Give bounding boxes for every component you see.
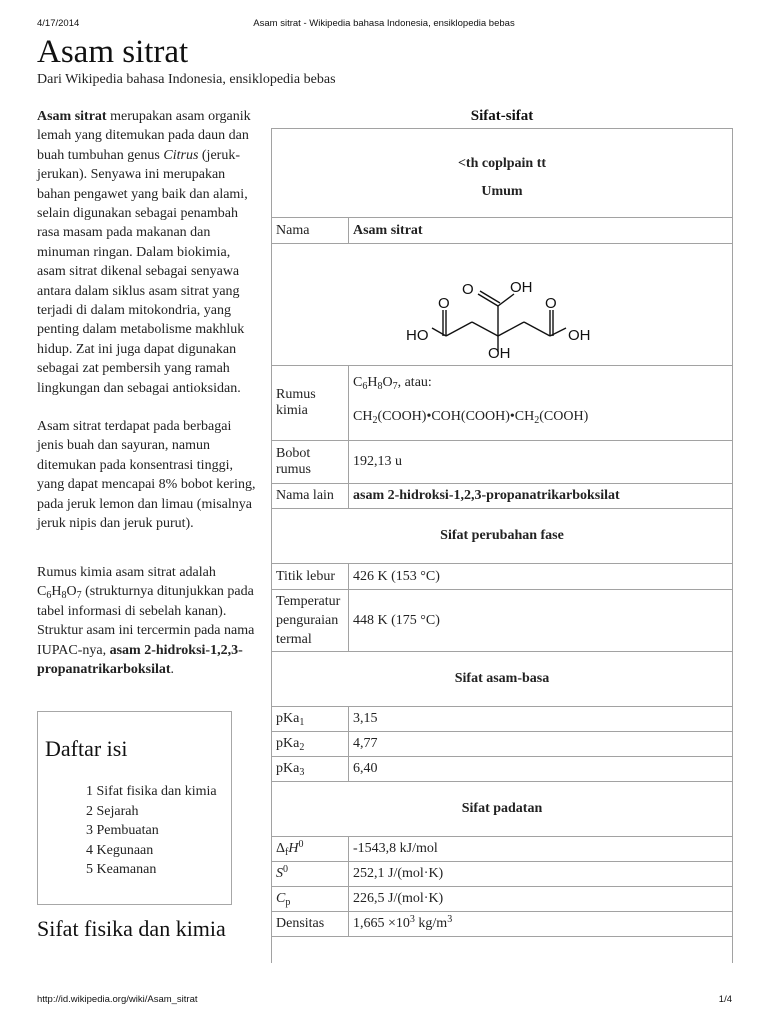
row-nama-lain: Nama lain asam 2-hidroksi-1,2,3-propanatrikarboksilat (272, 484, 733, 509)
row-structure (272, 244, 733, 366)
row-penguraian: Temperatur penguraian termal 448 K (175 °C) (272, 590, 733, 652)
row-densitas: Densitas $1,665 \times 10^3$ $kg/m^3$ (272, 912, 733, 937)
svg-text:OH: OH (510, 278, 533, 296)
row-kapasitas: $C_p$ 226,5 J/(mol·K) (272, 887, 733, 912)
toc-title: Daftar isi (45, 736, 128, 761)
citric-acid-structure (392, 250, 612, 360)
rumus-value-2: $CH_2(COOH)•COH(COOH)•CH_2(COOH)$ (353, 409, 589, 426)
print-date: 4/17/2014 (37, 18, 80, 29)
formula-paragraph: Rumus kimia asam sitrat adalah $C_6H_8O_7$ (strukturnya ditunjukkan pada tabel informasi di sebelah kanan). Struktur asam ini tercermin pada nama IUPAC-nya, asam 2-hidroksi-1,2,3-propanatrikarboksilat. (37, 565, 255, 678)
svg-text:O: O (462, 280, 474, 298)
toc-item-sifat[interactable]: 1 Sifat fisika dan kimia (86, 784, 217, 799)
toc-item-kegunaan[interactable]: 4 Kegunaan (86, 842, 154, 858)
print-url: http://id.wikipedia.org/wiki/Asam_sitrat (37, 994, 198, 1005)
section-heading: Sifat fisika dan kimia (37, 916, 226, 941)
rumus-value-1: $C_6H_8O_7$, atau: (353, 375, 432, 392)
row-asam-header: Sifat asam-basa (272, 652, 733, 707)
toc-list (86, 782, 217, 880)
row-rumus: Rumus kimia $C_6H_8O_7$, atau: $CH_2(COOH)•COH(COOH)•CH_2(COOH)$ (272, 366, 733, 441)
row-pka2: pKa$_2$ 4,77 (272, 732, 733, 757)
row-titik-lebur: Titik lebur 426 K (153 °C) (272, 564, 733, 590)
infobox-table (271, 128, 733, 963)
toc-item-pembuatan[interactable]: 3 Pembuatan (86, 823, 159, 839)
row-nama: Nama Asam sitrat (272, 218, 733, 244)
svg-text:O: O (438, 294, 450, 312)
row-entropi: $S^0$ 252,1 J/(mol·K) (272, 862, 733, 887)
term-bold: Asam sitrat (37, 109, 107, 124)
row-continued (272, 937, 733, 964)
table-of-contents (37, 711, 232, 905)
artifact-text: <th coplpain tt (457, 156, 547, 171)
row-entalpi: $\Delta_fH^0$ -1543,8 kJ/mol (272, 837, 733, 862)
umum-header: Umum (481, 184, 523, 199)
toc-item-keamanan[interactable]: 5 Keamanan (86, 862, 157, 878)
svg-text:O: O (545, 294, 557, 312)
row-pka3: pKa$_3$ 6,40 (272, 757, 733, 782)
row-pka1: pKa$_1$ 3,15 (272, 707, 733, 732)
row-fase-header: Sifat perubahan fase (272, 509, 733, 564)
svg-text:OH: OH (488, 344, 511, 360)
print-page-number: 1/4 (718, 994, 732, 1005)
row-padatan-header: Sifat padatan (272, 782, 733, 837)
print-title: Asam sitrat - Wikipedia bahasa Indonesia, ensiklopedia bebas (253, 18, 515, 29)
page-tagline: Dari Wikipedia bahasa Indonesia, ensiklopedia bebas (37, 72, 336, 87)
intro-paragraph: Asam sitrat merupakan asam organik lemah yang ditemukan pada daun dan buah tumbuhan genus Citrus (jeruk-jerukan). Senyawa ini merupakan bahan pengawet yang baik dan alami, selain digunakan sebagai penambah rasa masam pada makanan dan minuman ringan. Dalam biokimia, asam sitrat dikenal sebagai senyawa antara dalam siklus asam sitrat yang terjadi di dalam mitokondria, yang penting dalam metabolisme makhluk hidup. Zat ini juga dapat digunakan sebagai zat pembersih yang ramah lingkungan dan sebagai antioksidan. (37, 109, 251, 396)
infobox-caption: Sifat-sifat (470, 108, 534, 124)
genus-link[interactable]: Citrus (163, 147, 199, 163)
page-title: Asam sitrat (37, 34, 189, 70)
toc-item-sejarah[interactable]: 2 Sejarah (86, 803, 139, 819)
svg-text:OH: OH (568, 326, 591, 344)
svg-text:HO: HO (406, 326, 429, 344)
infobox (271, 104, 733, 963)
occurrence-paragraph: Asam sitrat terdapat pada berbagai jenis buah dan sayuran, namun ditemukan pada konsentrasi tinggi, yang dapat mencapai 8% bobot kering, pada jeruk lemon dan limau (misalnya jeruk nipis dan jeruk purut). (37, 419, 256, 532)
row-bobot: Bobot rumus 192,13 u (272, 441, 733, 484)
infobox-header-row (272, 129, 733, 218)
